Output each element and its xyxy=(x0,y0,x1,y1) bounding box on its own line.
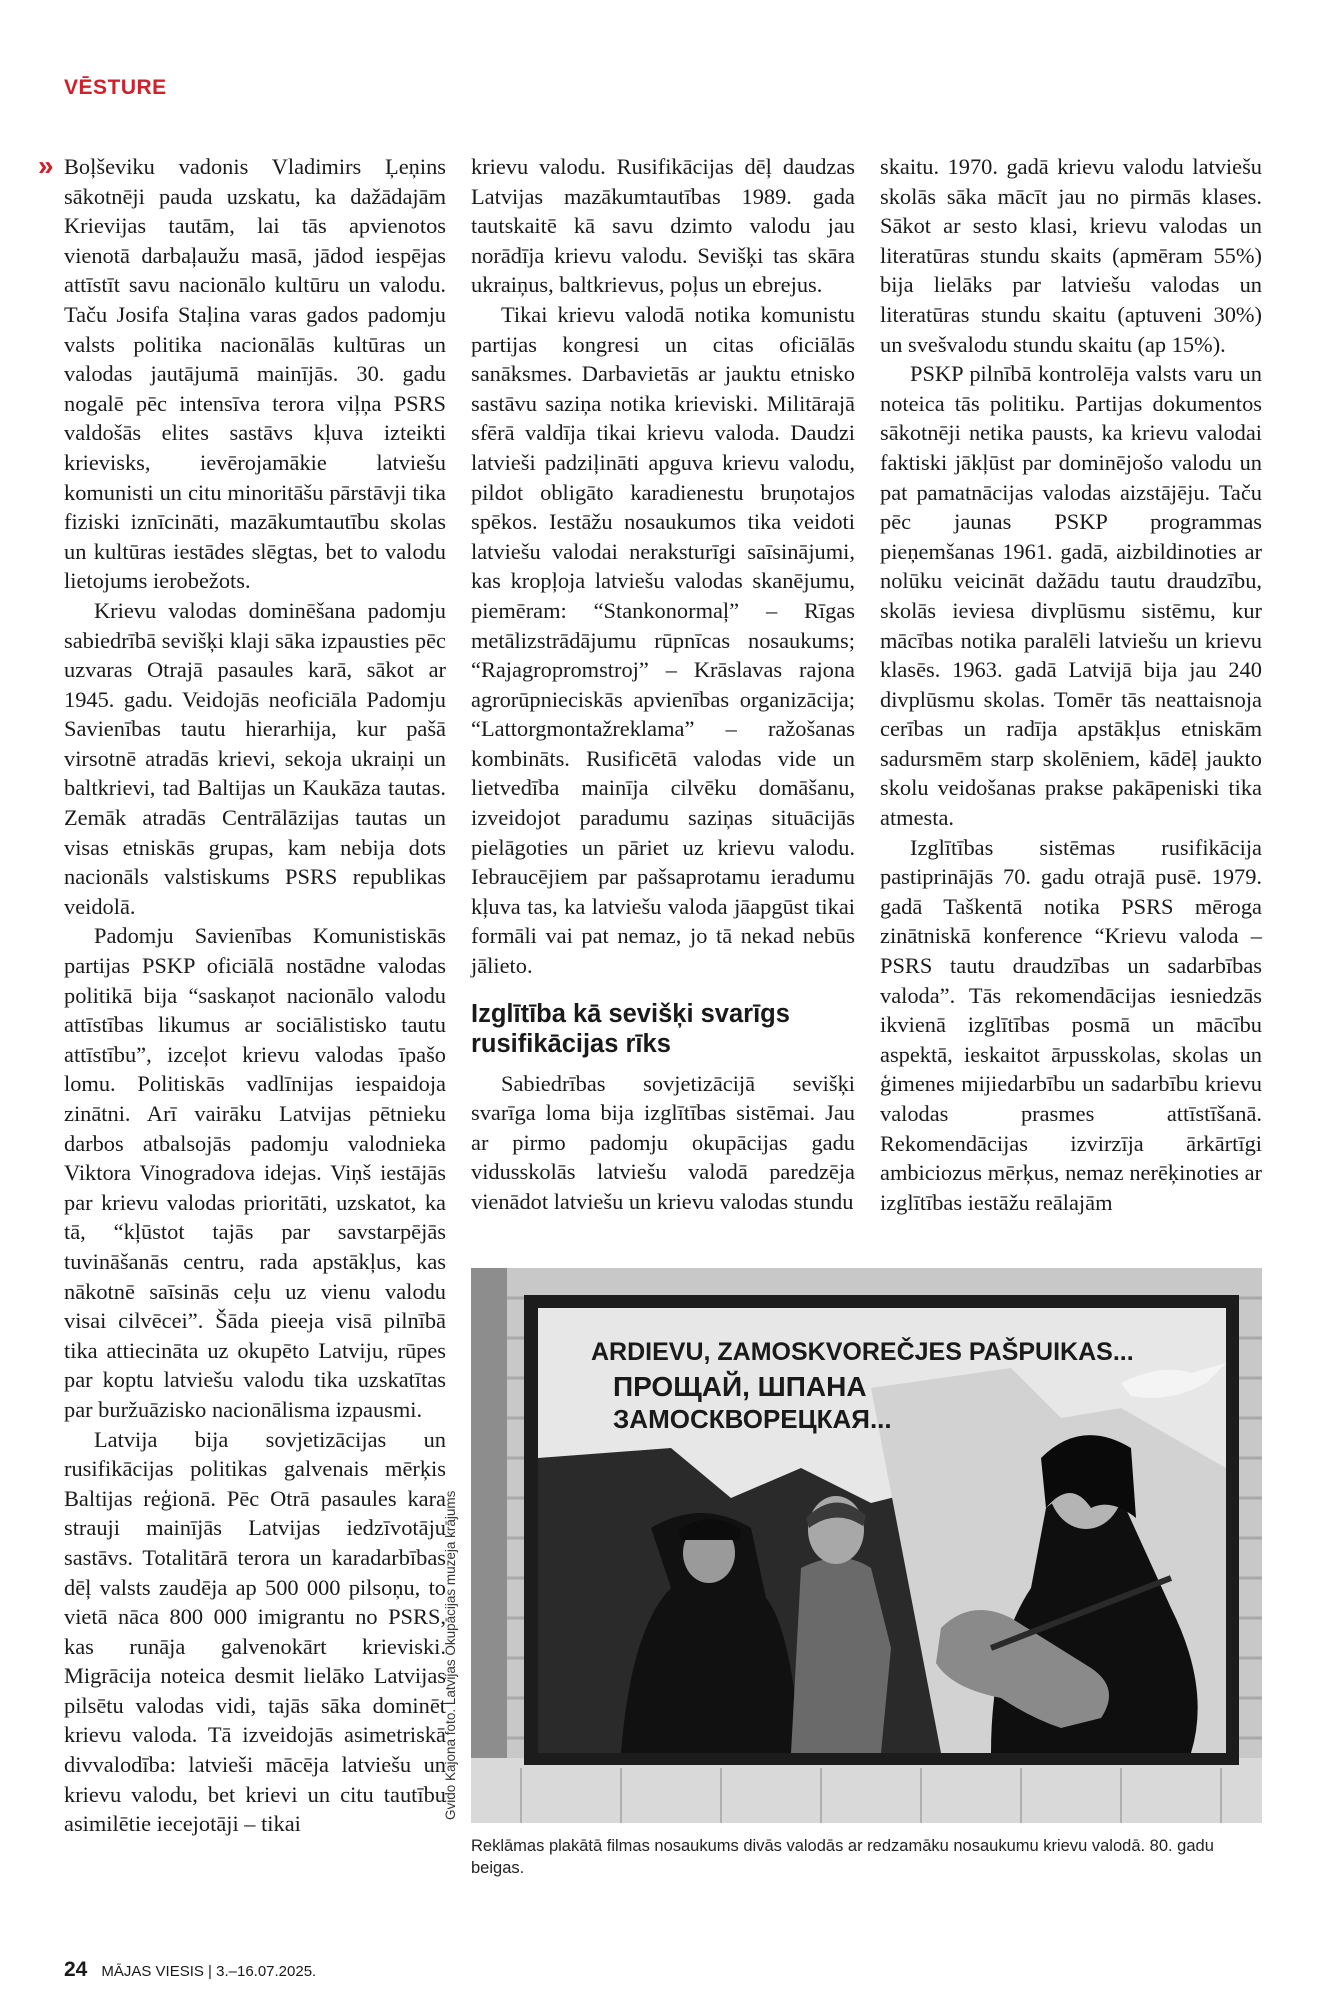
article-column-1 xyxy=(64,152,446,1839)
subheading: Izglītība kā sevišķi svarīgs rusifikācijas rīks xyxy=(471,999,790,1058)
paragraph: Padomju Savienības Komunistiskās partijas PSKP oficiālā nostādne valodas politikā bija “saskaņot nacionālo valodu attīstības likumus ar sociālistisko tautu attīstību”, izceļot krievu valodas īpašo lomu. Politiskās vadlīnijas iespaidoja zinātni. Arī vairāku Latvijas pētnieku darbos atbalsojās padomju valodnieka Viktora Vinogradova idejas. Viņš iestājās par krievu valodas prioritāti, uzskatot, ka tā, “kļūstot tajās par savstarpējās tuvināšanās centru, rada apstākļus, kas nākotnē saīsinās ceļu uz vienu valodu visai cilvēcei”. Šāda pieeja visā pilnībā tika attiecināta uz okupēto Latviju, rūpes par koptu latviešu valodu tika uzskatītas par buržuāzisko nacionālisma izpausmi. xyxy=(64,923,446,1422)
page-number: 24 xyxy=(64,1958,88,1981)
paragraph: Sabiedrības sovjetizācijā sevišķi svarīga loma bija izglītības sistēmai. Jau ar pirmo padomju okupācijas gadu vidusskolās latviešu valodā paredzēja vienādot latviešu un krievu valodas stundu xyxy=(471,1070,855,1214)
paragraph: Tikai krievu valodā notika komunistu partijas kongresi un citas oficiālās sanāksmes. Darbavietās ar jauktu etnisko sastāvu saziņa notika krieviski. Militārajā sfērā valdīja tikai krievu valoda. Daudzi latvieši padziļināti apguva krievu valodu, pildot obligāto karadienestu bruņotajos spēkos. Iestāžu nosaukumos tika veidoti latviešu valodai neraksturīgi saīsinājumi, kas kropļoja latviešu valodas skanējumu, piemēram: “Stankonormaļ” – Rīgas metālizstrādājumu rūpnīcas nosaukums; “Rajagropromstroj” – Krāslavas rajona agrorūpnieciskās apvienības organizācija; “Lattorgmontažreklama” – ražošanas kombināts. Rusificētā valodas vide un lietvedība mainīja cilvēku domāšanu, izveidojot paradumu saziņas situācijās pielāgoties un pāriet uz krievu valodu. Iebraucējiem par pašsaprotamu ieradumu kļuva tas, ka latviešu valoda jāapgūst tikai formāli vai pat nemaz, jo tā nekad nebūs jālieto. xyxy=(471,301,855,979)
paragraph: Latvija bija sovjetizācijas un rusifikācijas politikas galvenais mērķis Baltijas reģionā. Pēc Otrā pasaules kara strauji mainījās Latvijas iedzīvotāju sastāvs. Totalitārā terora un karadarbības dēļ valsts zaudēja ap 500 000 pilsoņu, to vietā nāca 800 000 imigrantu no PSRS, kas runāja galvenokārt krieviski. Migrācija noteica desmit lielāko Latvijas pilsētu valodas vidi, tajās sāka dominēt krievu valoda. Tā izveidojās asimetriskā divvalodība: latvieši mācēja latviešu un krievu valodu, bet krievi un citu tautību asimilētie iecejotāji – tikai xyxy=(64,1426,446,1837)
page-footer xyxy=(64,1958,316,1982)
publication-info: MĀJAS VIESIS | 3.–16.07.2025. xyxy=(101,1963,317,1980)
photo-caption: Reklāmas plakātā filmas nosaukums divās valodās ar redzamāku nosaukumu krievu valodā. 80. gadu beigas. xyxy=(471,1837,1214,1877)
billboard-photo xyxy=(471,1268,1262,1823)
paragraph: PSKP pilnībā kontrolēja valsts varu un noteica tās politiku. Partijas dokumentos sākotnēji netika pausts, ka krievu valodai faktiski jākļūst par dominējošo valodu un pat pamatnācijas valodas aizstājēju. Taču pēc jaunas PSKP programmas pieņemšanas 1961. gadā, aizbildinoties ar nolūku veicināt dažādu tautu draudzību, skolās ieviesa divplūsmu sistēmu, kur mācības notika paralēli latviešu un krievu klasēs. 1963. gadā Latvijā bija jau 240 divplūsmu skolas. Tomēr tās neattaisnoja cerības un radīja apstākļus etniskām sadursmēm starp skolēniem, kādēļ jaukto skolu veidošanas prakse pakāpeniski tika atmesta. xyxy=(880,361,1262,831)
article-column-2 xyxy=(471,152,855,1217)
paragraph: krievu valodu. Rusifikācijas dēļ daudzas Latvijas mazākumtautības 1989. gada tautskaitē kā savu dzimto valodu jau norādīja krievu valodu. Sevišķi tas skāra ukraiņus, baltkrievus, poļus un ebrejus. xyxy=(471,154,855,298)
billboard-line-russian-2: ЗАМОСКВОРЕЦКАЯ... xyxy=(613,1404,892,1434)
paragraph: Boļševiku vadonis Vladimirs Ļeņins sākotnēji pauda uzskatu, ka dažādajām Krievijas tautām, lai tās apvienotos vienotā darbaļaužu masā, jādod iespējas attīstīt savu nacionālo kultūru un valodu. Taču Josifa Staļina varas gados padomju valsts politika nacionālās kultūras un valodas jautājumā mainījās. 30. gadu nogalē pēc intensīva terora viļņa PSRS valdošās elites sastāvs kļuva izteikti krievisks, ievērojamākie latviešu komunisti un citu minoritāšu pārstāvji tika fiziski iznīcināti, mazākumtautību skolas un kultūras iestādes slēgtas, bet to valodu lietojums ierobežots. xyxy=(64,154,446,594)
paragraph: Izglītības sistēmas rusifikācija pastiprinājās 70. gadu otrajā pusē. 1979. gadā Taškentā notika PSRS mēroga zinātniskā konference “Krievu valoda – PSRS tautu draudzības un sadarbības valoda”. Tās rekomendācijas iesniedzās ikvienā izglītības posmā un mācību aspektā, ieskaitot ārpusskolas, skolas un ģimenes mijiedarbību un sadarbību krievu valodas prasmes attīstīšanā. Rekomendācijas izvirzīja ārkārtīgi ambiciozus mērķus, nemaz nerēķinoties ar izglītības iestāžu reālajām xyxy=(880,834,1262,1215)
section-label: VĒSTURE xyxy=(64,76,167,99)
photo-credit: Gvido Kajona foto. Latvijas Okupācijas muzeja krājums xyxy=(443,1490,458,1820)
article-column-3 xyxy=(880,152,1262,1217)
billboard-line-russian-1: ПРОЩАЙ, ШПАНА xyxy=(613,1371,867,1402)
paragraph: skaitu. 1970. gadā krievu valodu latviešu skolās sāka mācīt jau no pirmās klases. Sākot ar sesto klasi, krievu valodas un literatūras stundu skaits (apmēram 55%) bija lielāks par latviešu valodas un literatūras stundu skaitu (aptuveni 30%) un svešvalodu stundu skaitu (ap 15%). xyxy=(880,154,1262,357)
billboard-line-latvian: ARDIEVU, ZAMOSKVOREČJES PAŠPUIKAS... xyxy=(591,1338,1134,1366)
continuation-marker: » xyxy=(38,150,54,181)
paragraph: Krievu valodas dominēšana padomju sabiedrībā sevišķi klaji sāka izpausties pēc uzvaras Otrajā pasaules karā, sākot ar 1945. gadu. Veidojās neoficiāla Padomju Savienības tautu hierarhija, kur pašā virsotnē atradās krievi, sekoja ukraiņi un baltkrievi, tad Baltijas un Kaukāza tautas. Zemāk atradās Centrālāzijas tautas un visas etniskās grupas, kam nebija dots nacionāls valstiskums PSRS republikas veidolā. xyxy=(64,597,446,919)
